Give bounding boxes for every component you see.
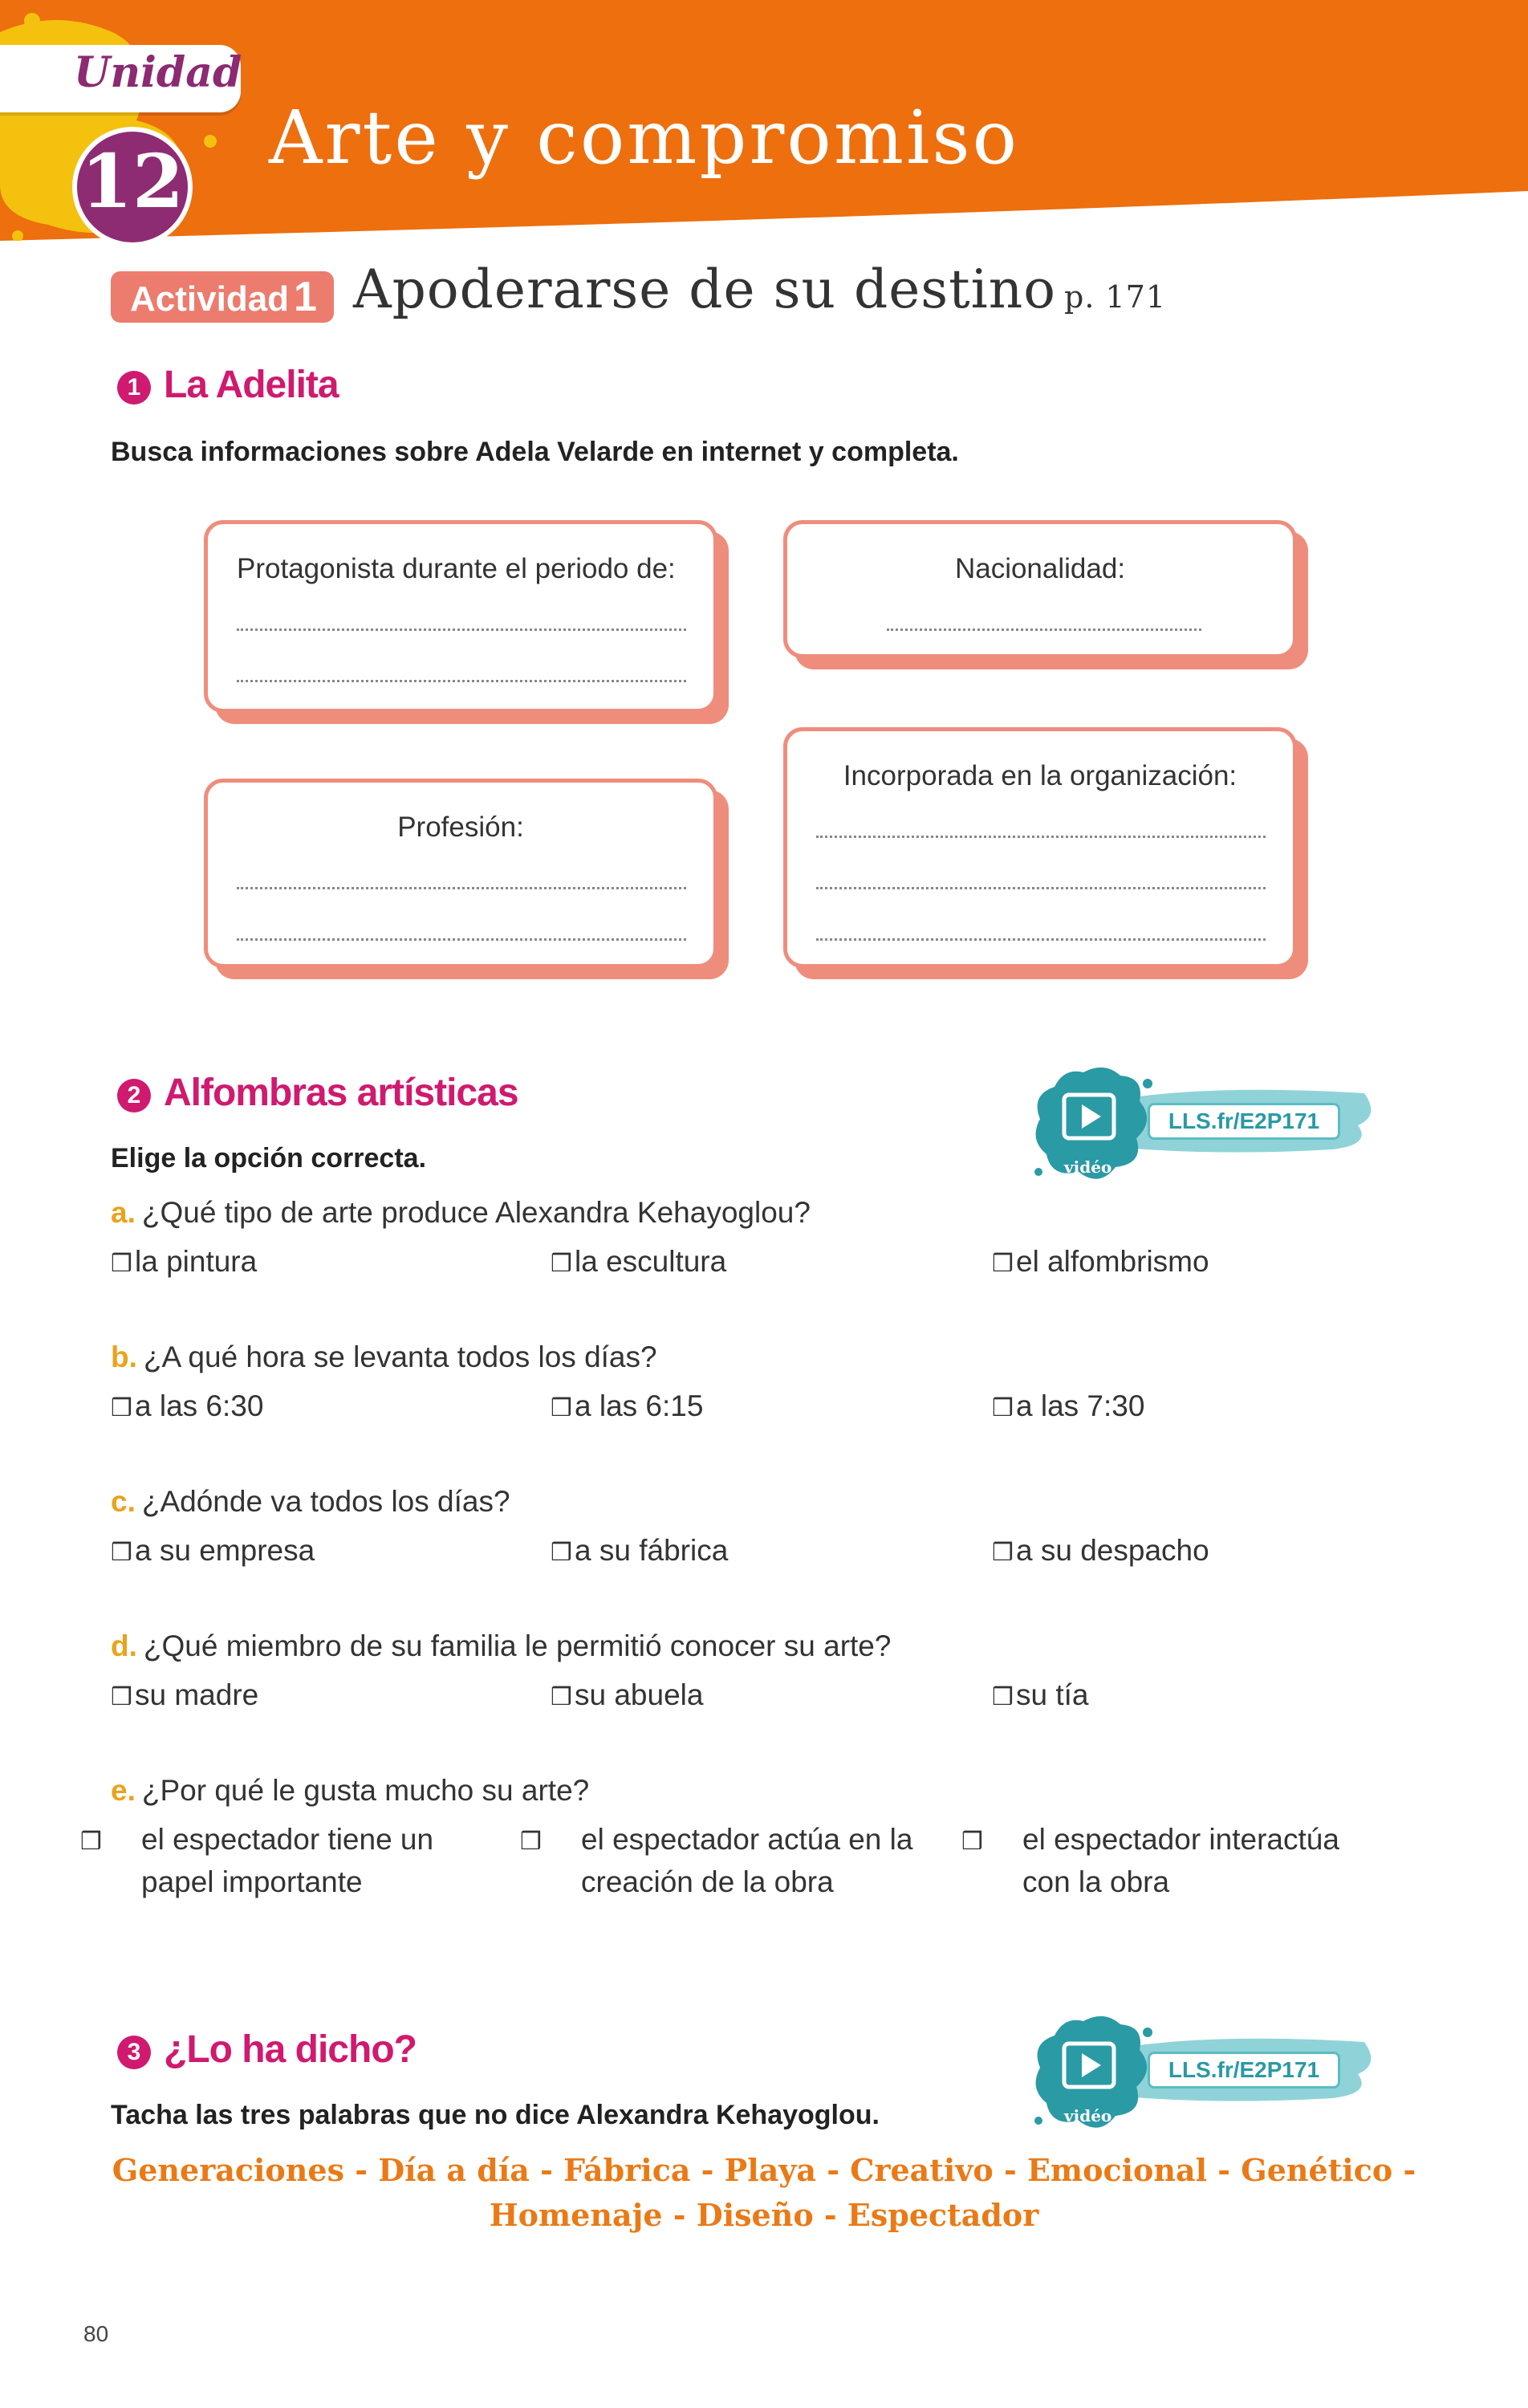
section-2-instruction: Elige la opción correcta. [111,1143,427,1173]
question-letter: c. [111,1485,136,1518]
answer-line[interactable] [816,836,1266,838]
option-d-1[interactable] [111,1675,504,1718]
checkbox[interactable]: ❒ [961,1828,983,1855]
video-link[interactable]: LLS.fr/E2P171 [1148,1103,1340,1140]
video-badge[interactable] [1027,2008,1380,2145]
option-a-3[interactable] [992,1242,1385,1284]
checkbox[interactable]: ❒ [520,1828,542,1855]
option-text: a su fábrica [575,1534,729,1567]
option-text: el espectador tiene un papel importante [141,1823,434,1898]
option-text: a las 6:15 [575,1389,704,1422]
checkbox[interactable]: ❒ [111,1540,132,1566]
answer-line[interactable] [237,680,686,682]
option-text: su abuela [575,1678,704,1711]
question-a [111,1196,811,1230]
card-organization-label: Incorporada en la organización: [843,760,1237,791]
video-label: vidéo [1064,1157,1112,1177]
activity-badge-number: 1 [294,274,317,320]
question-text: ¿A qué hora se levanta todos los días? [143,1340,657,1373]
checkbox[interactable]: ❒ [551,1395,572,1422]
option-a-1[interactable] [111,1242,504,1284]
video-badge[interactable] [1027,1060,1380,1196]
word-list-line-1: Generaciones - Día a día - Fábrica - Playa - Creativo - Emocional - Genético - [112,2152,1416,2188]
activity-title [353,258,1166,320]
unit-label: Unidad [74,48,242,97]
page-number: 80 [83,2321,109,2346]
option-text: su madre [135,1678,259,1711]
option-d-2[interactable] [551,1675,944,1718]
option-a-2[interactable] [551,1242,944,1284]
video-label: vidéo [1064,2106,1112,2125]
card-organization [783,727,1297,968]
word-list-line-2: Homenaje - Diseño - Espectador [489,2197,1039,2233]
option-b-3[interactable] [992,1386,1385,1429]
card-profession-label: Profesión: [397,811,524,843]
checkbox[interactable]: ❒ [992,1251,1014,1277]
question-e [111,1774,589,1808]
unit-header [0,0,1528,241]
question-text: ¿Qué tipo de arte produce Alexandra Kehayoglou? [141,1196,811,1229]
answer-line[interactable] [816,887,1266,889]
checkbox[interactable]: ❒ [111,1395,132,1422]
unit-number: 12 [80,138,185,225]
option-text: la escultura [575,1245,727,1278]
option-text: el espectador interactúa con la obra [1022,1823,1339,1898]
option-text: la pintura [135,1245,258,1278]
section-2-title: Alfombras artísticas [164,1072,518,1114]
question-letter: d. [111,1629,137,1662]
answer-line[interactable] [237,938,686,941]
answer-line[interactable] [887,628,1201,631]
question-text: ¿Qué miembro de su familia le permitió conocer su arte? [143,1629,892,1662]
section-1-number: 1 [117,371,151,405]
question-text: ¿Adónde va todos los días? [141,1485,510,1518]
question-letter: e. [111,1774,136,1807]
activity-title-text: Apoderarse de su destino [353,258,1057,320]
checkbox[interactable]: ❒ [992,1395,1014,1422]
option-b-2[interactable] [551,1386,944,1429]
question-c [111,1485,510,1519]
question-d [111,1629,891,1663]
question-letter: a. [111,1196,136,1229]
answer-line[interactable] [816,938,1266,941]
section-1-instruction: Busca informaciones sobre Adela Velarde en internet y completa. [111,437,959,467]
option-c-2[interactable] [551,1531,944,1573]
answer-line[interactable] [237,887,686,889]
option-text: a las 6:30 [135,1389,264,1422]
option-e-2[interactable] [520,1820,952,1902]
card-period [204,520,717,713]
option-c-3[interactable] [992,1531,1385,1573]
checkbox[interactable]: ❒ [80,1828,102,1855]
option-text: el alfombrismo [1016,1245,1209,1278]
section-1-title: La Adelita [164,364,339,406]
question-b [111,1340,657,1374]
section-3-instruction: Tacha las tres palabras que no dice Alexandra Kehayoglou. [111,2100,880,2130]
option-b-1[interactable] [111,1386,504,1429]
option-text: el espectador actúa en la creación de la obra [581,1823,913,1898]
option-c-1[interactable] [111,1531,504,1573]
section-3-title: ¿Lo ha dicho? [164,2028,417,2071]
card-nationality-label: Nacionalidad: [954,553,1126,584]
checkbox[interactable]: ❒ [551,1684,572,1710]
option-text: su tía [1016,1678,1089,1711]
option-text: a las 7:30 [1016,1389,1145,1422]
word-list [96,2148,1432,2238]
option-e-1[interactable] [80,1820,480,1902]
activity-badge [111,271,334,323]
option-e-3[interactable] [961,1820,1393,1902]
checkbox[interactable]: ❒ [992,1684,1014,1710]
option-text: a su despacho [1016,1534,1209,1567]
card-period-label: Protagonista durante el periodo de: [237,553,676,584]
checkbox[interactable]: ❒ [111,1684,132,1710]
activity-badge-label: Actividad [130,279,290,319]
page-title: Arte y compromiso [269,95,1019,181]
question-text: ¿Por qué le gusta mucho su arte? [141,1774,590,1807]
checkbox[interactable]: ❒ [551,1251,572,1277]
answer-line[interactable] [237,628,686,631]
checkbox[interactable]: ❒ [992,1540,1014,1566]
question-letter: b. [111,1340,137,1373]
section-2-number: 2 [117,1079,151,1112]
video-link[interactable]: LLS.fr/E2P171 [1148,2052,1340,2089]
card-profession [204,779,717,968]
checkbox[interactable]: ❒ [551,1540,572,1566]
card-nationality [783,520,1297,658]
option-text: a su empresa [135,1534,315,1567]
checkbox[interactable]: ❒ [111,1251,132,1277]
option-d-3[interactable] [992,1675,1385,1718]
activity-page-ref: p. 171 [1064,279,1167,315]
section-3-number: 3 [117,2036,151,2069]
